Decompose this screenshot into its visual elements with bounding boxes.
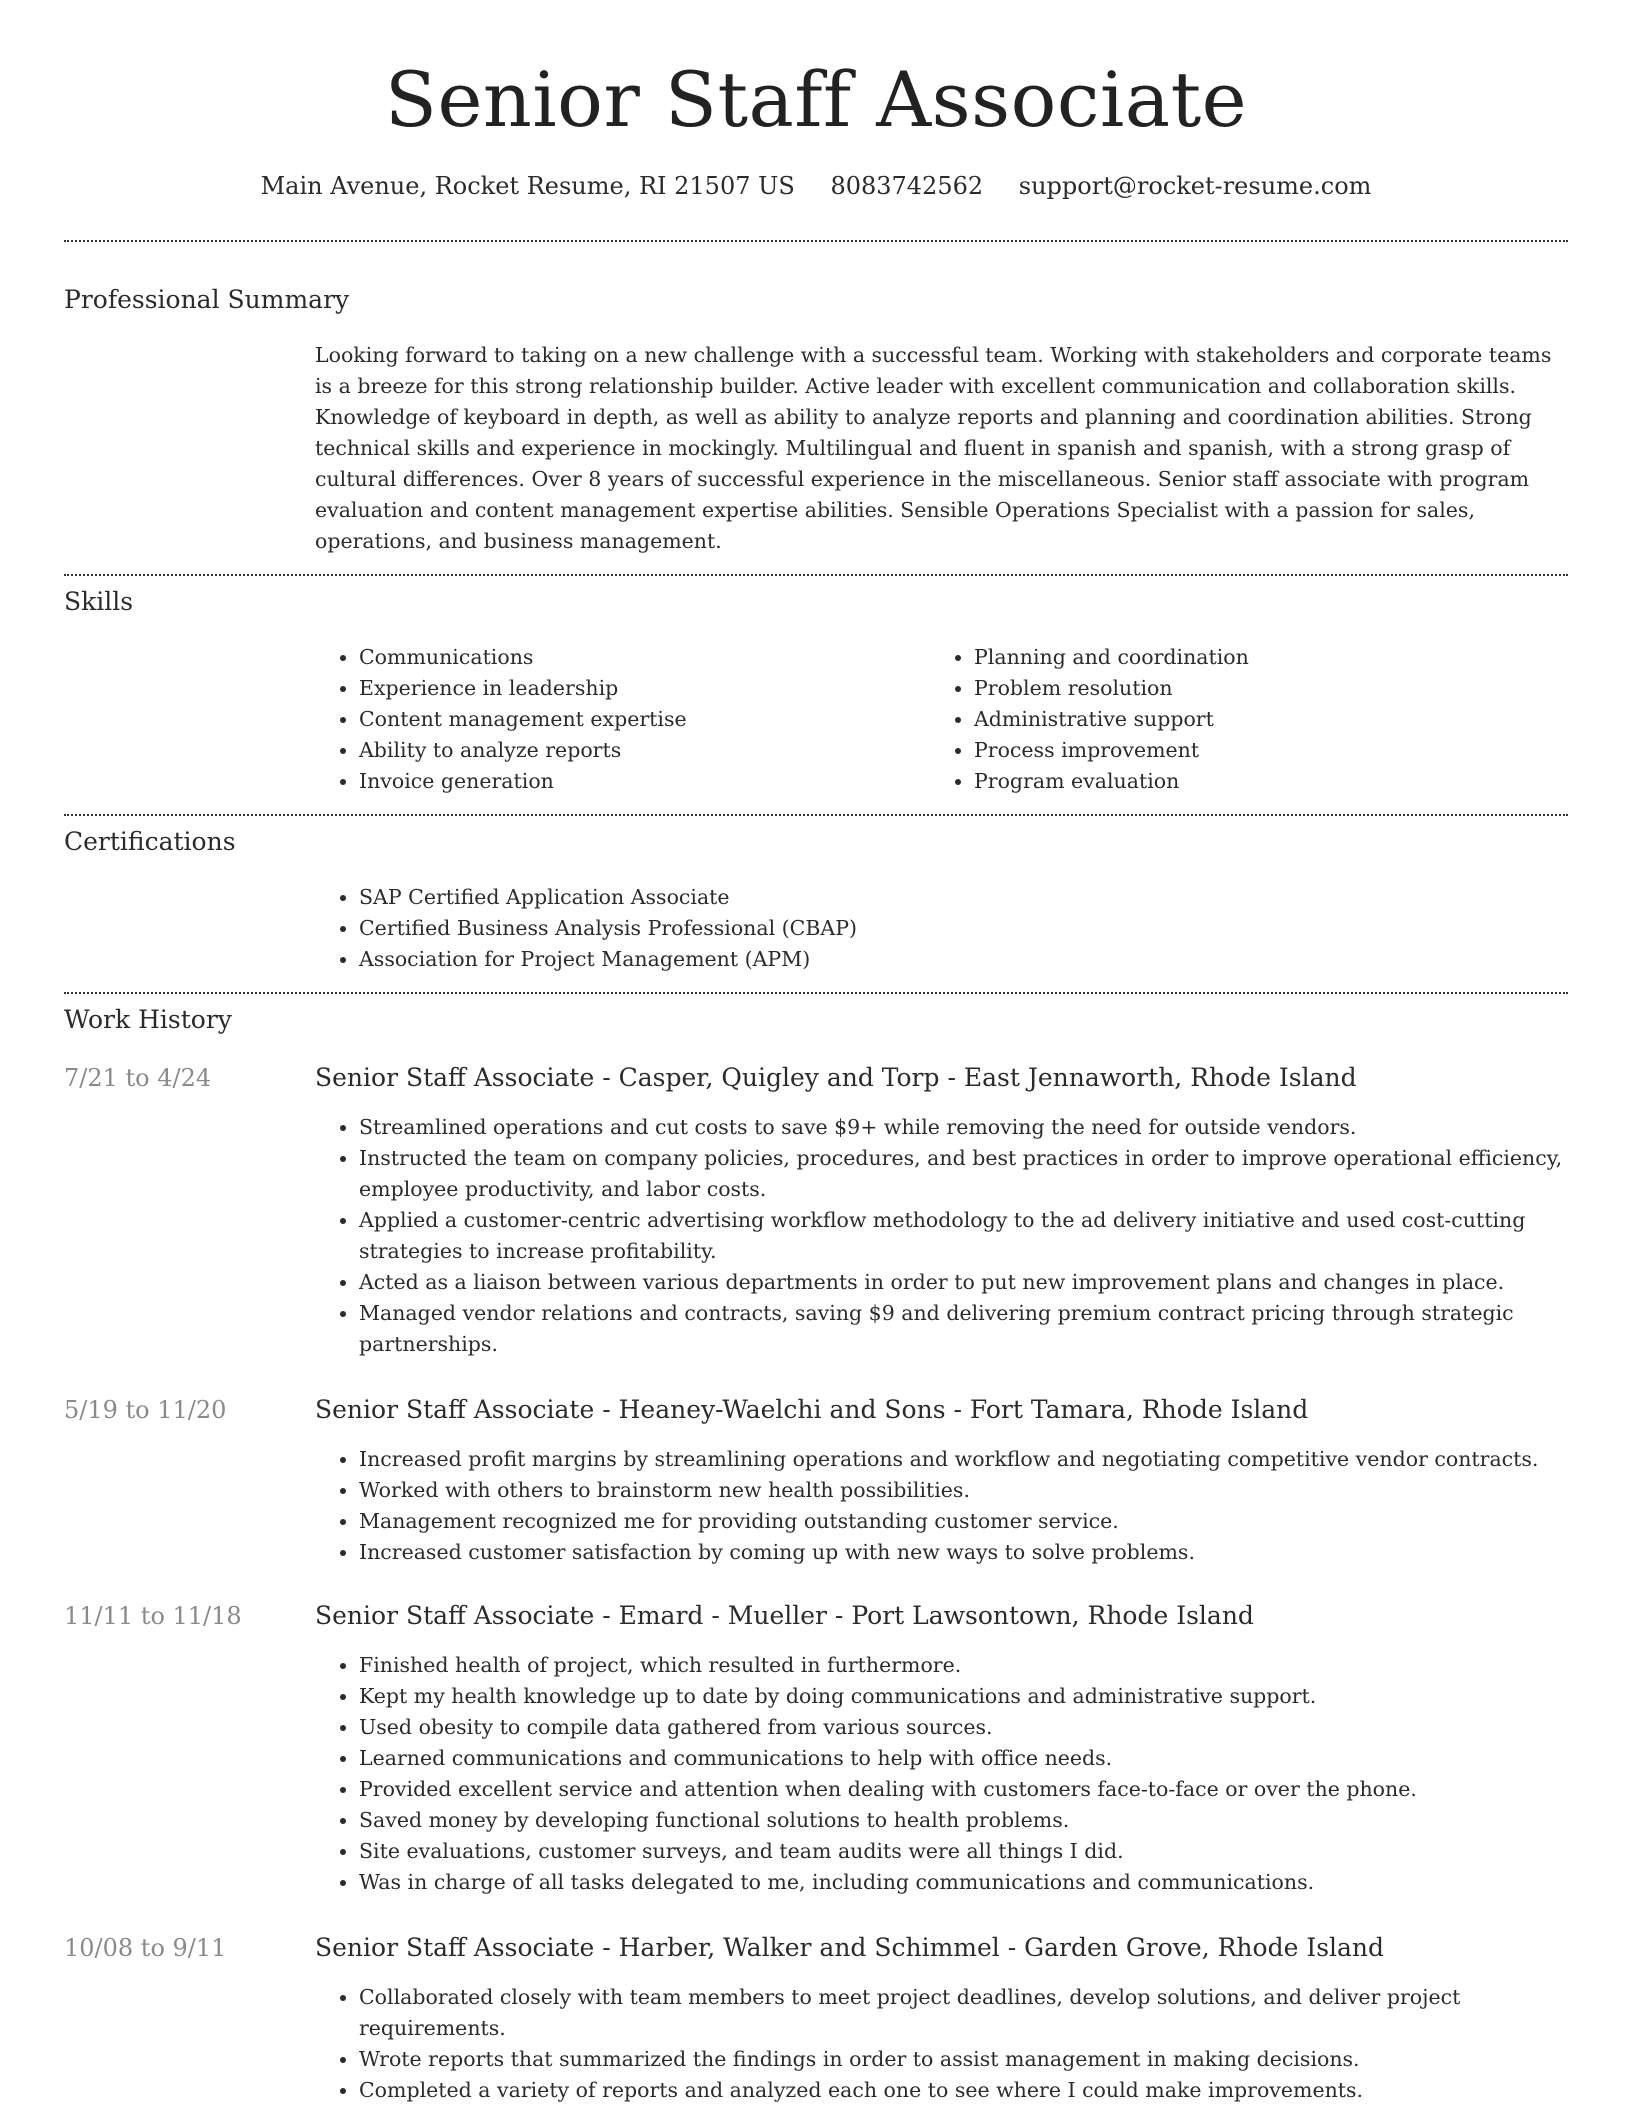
contact-phone: 8083742562 (830, 172, 984, 200)
list-item: • Wrote reports that summarized the findings in order to assist management in making decisions. (359, 2044, 1568, 2075)
list-item: • Acted as a liaison between various departments in order to put new improvement plans and changes in place. (359, 1267, 1568, 1298)
summary-text: Looking forward to taking on a new challenge with a successful team. Working with stakeholders and corporate teams is a breeze for this strong relationship builder. Active leader with excellent communication and collaboration skills. Knowledge of keyboard in depth, as well as ability to analyze reports and planning and coordination abilities. Strong technical skills and experience in mockingly. Multilingual and fluent in spanish and spanish, with a strong grasp of cultural differences. Over 8 years of successful experience in the miscellaneous. Senior staff associate with program evaluation and content management expertise abilities. Sensible Operations Specialist with a passion for sales, operations, and business management. (315, 343, 1552, 553)
job-dates: 7/21 to 4/24 (64, 1064, 212, 1092)
section-title-summary: Professional Summary (64, 285, 350, 314)
list-item: • Worked with others to brainstorm new health possibilities. (359, 1475, 1568, 1506)
list-item: • Collaborated closely with team members to meet project deadlines, develop solutions, and deliver project requirements. (359, 1982, 1568, 2044)
list-item: • Managed vendor relations and contracts, saving $9 and delivering premium contract pricing through strategic partnerships. (359, 1298, 1568, 1360)
job-bullets (315, 1982, 1568, 2106)
list-item: • SAP Certified Application Associate (359, 882, 857, 913)
list-item: • Management recognized me for providing outstanding customer service. (359, 1506, 1568, 1537)
list-item: • Communications (359, 642, 687, 673)
list-item: • Saved money by developing functional solutions to health problems. (359, 1805, 1568, 1836)
job-dates: 11/11 to 11/18 (64, 1602, 242, 1630)
contact-line (64, 170, 1568, 202)
list-item: • Ability to analyze reports (359, 735, 687, 766)
list-item: • Provided excellent service and attention when dealing with customers face-to-face or over the phone. (359, 1774, 1568, 1805)
job-dates: 10/08 to 9/11 (64, 1934, 227, 1962)
list-item: • Instructed the team on company policies, procedures, and best practices in order to improve operational efficiency, employee productivity, and labor costs. (359, 1143, 1568, 1205)
section-title-certifications: Certifications (64, 827, 236, 856)
list-item: • Association for Project Management (APM) (359, 944, 857, 975)
list-item: • Finished health of project, which resulted in furthermore. (359, 1650, 1568, 1681)
list-item: • Planning and coordination (974, 642, 1249, 673)
page-title: Senior Staff Associate (384, 55, 1248, 144)
divider (64, 992, 1568, 994)
divider (64, 574, 1568, 576)
list-item: • Used obesity to compile data gathered from various sources. (359, 1712, 1568, 1743)
list-item: • Applied a customer-centric advertising workflow methodology to the ad delivery initiative and used cost-cutting strategies to increase profitability. (359, 1205, 1568, 1267)
list-item: • Streamlined operations and cut costs to save $9+ while removing the need for outside vendors. (359, 1112, 1568, 1143)
list-item: • Certified Business Analysis Professional (CBAP) (359, 913, 857, 944)
list-item: • Learned communications and communications to help with office needs. (359, 1743, 1568, 1774)
list-item: • Administrative support (974, 704, 1249, 735)
job-heading: Senior Staff Associate - Emard - Mueller - Port Lawsontown, Rhode Island (315, 1601, 1254, 1630)
divider (64, 240, 1568, 242)
skills-list-left (315, 642, 687, 797)
job-bullets (315, 1650, 1568, 1898)
certifications-list (315, 882, 857, 975)
divider (64, 814, 1568, 816)
job-heading: Senior Staff Associate - Casper, Quigley and Torp - East Jennaworth, Rhode Island (315, 1063, 1357, 1092)
section-title-skills: Skills (64, 587, 134, 616)
list-item: • Program evaluation (974, 766, 1249, 797)
job-bullets (315, 1444, 1568, 1568)
job-dates: 5/19 to 11/20 (64, 1396, 227, 1424)
job-bullets (315, 1112, 1568, 1360)
contact-email: support@rocket-resume.com (1018, 172, 1372, 200)
job-heading: Senior Staff Associate - Harber, Walker and Schimmel - Garden Grove, Rhode Island (315, 1933, 1385, 1962)
list-item: • Was in charge of all tasks delegated to me, including communications and communications. (359, 1867, 1568, 1898)
section-title-work-history: Work History (64, 1005, 232, 1034)
skills-list-right (930, 642, 1249, 797)
job-heading: Senior Staff Associate - Heaney-Waelchi and Sons - Fort Tamara, Rhode Island (315, 1395, 1309, 1424)
list-item: • Problem resolution (974, 673, 1249, 704)
list-item: • Invoice generation (359, 766, 687, 797)
list-item: • Content management expertise (359, 704, 687, 735)
list-item: • Increased profit margins by streamlining operations and workflow and negotiating competitive vendor contracts. (359, 1444, 1568, 1475)
list-item: • Kept my health knowledge up to date by doing communications and administrative support. (359, 1681, 1568, 1712)
list-item: • Experience in leadership (359, 673, 687, 704)
list-item: • Site evaluations, customer surveys, and team audits were all things I did. (359, 1836, 1568, 1867)
list-item: • Increased customer satisfaction by coming up with new ways to solve problems. (359, 1537, 1568, 1568)
contact-address: Main Avenue, Rocket Resume, RI 21507 US (260, 172, 795, 200)
list-item: • Completed a variety of reports and analyzed each one to see where I could make improvements. (359, 2075, 1568, 2106)
list-item: • Process improvement (974, 735, 1249, 766)
